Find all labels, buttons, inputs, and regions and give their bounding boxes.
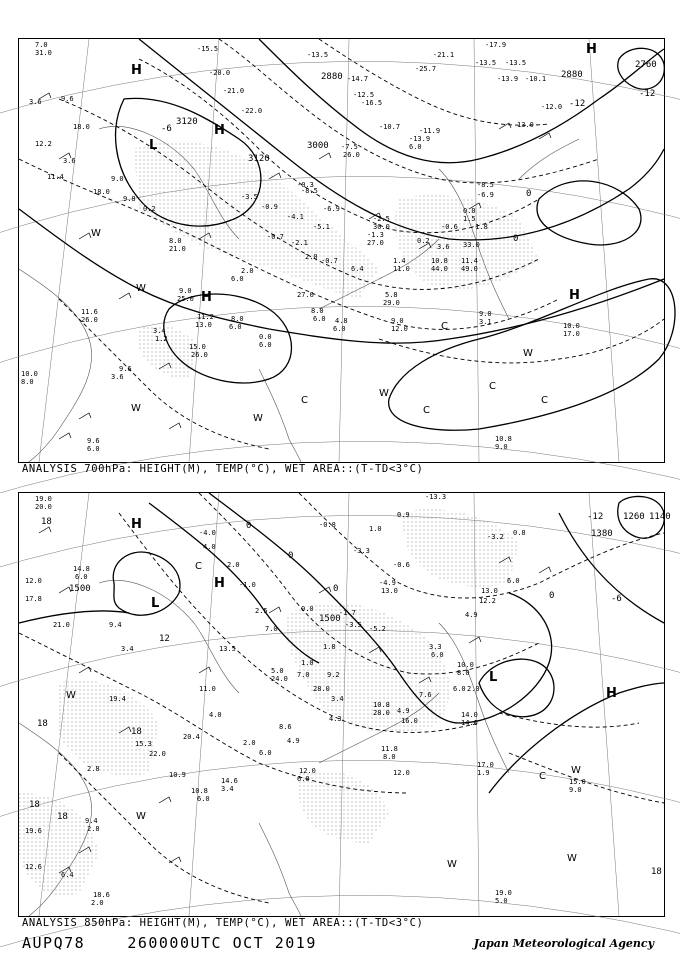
station-value: 6.0 bbox=[313, 315, 326, 323]
station-value: 26.0 bbox=[343, 151, 360, 159]
warm-cold-marker: C bbox=[195, 561, 202, 572]
station-value: 8.6 bbox=[279, 723, 292, 731]
station-value: 10.0 bbox=[457, 661, 474, 669]
chart-700hpa bbox=[18, 38, 665, 463]
contour-label: 0 bbox=[246, 521, 252, 531]
station-value: 10.9 bbox=[169, 771, 186, 779]
chart-850hpa bbox=[18, 492, 671, 917]
station-value: 7.0 bbox=[35, 41, 48, 49]
station-value: -22.0 bbox=[241, 107, 263, 115]
warm-cold-marker: W bbox=[447, 859, 457, 870]
station-value: 4.8 bbox=[335, 317, 348, 325]
station-value: 6.0 bbox=[229, 323, 242, 331]
station-value: 4.9 bbox=[397, 707, 410, 715]
station-value: 17.0 bbox=[563, 330, 580, 338]
station-value: 8.0 bbox=[311, 307, 324, 315]
station-value: 12.0 bbox=[393, 769, 410, 777]
warm-cold-marker: W bbox=[131, 403, 141, 414]
station-value: 10.0 bbox=[563, 322, 580, 330]
station-value: 20.0 bbox=[35, 503, 52, 511]
station-value: 26.0 bbox=[81, 316, 98, 324]
station-value: 11.2 bbox=[197, 313, 214, 321]
station-value: 19.0 bbox=[35, 495, 52, 503]
station-value: 6.0 bbox=[259, 341, 272, 349]
station-value: 49.0 bbox=[461, 265, 478, 273]
station-value: 5.8 bbox=[385, 291, 398, 299]
station-value: 4.9 bbox=[465, 611, 478, 619]
contour-label: 0 bbox=[526, 189, 532, 199]
high-pressure-marker: H bbox=[131, 63, 142, 78]
contour-label: 18 bbox=[651, 867, 662, 877]
station-value: -5.2 bbox=[369, 625, 386, 633]
wet-area bbox=[399, 509, 519, 587]
station-value: -3.5 bbox=[241, 193, 258, 201]
station-value: 13.0 bbox=[481, 587, 498, 595]
station-value: 9.8 bbox=[123, 195, 136, 203]
station-value: 9.0 bbox=[111, 175, 124, 183]
station-value: 3.6 bbox=[437, 243, 450, 251]
map-850hpa-svg bbox=[19, 493, 671, 916]
station-value: 2.0 bbox=[305, 253, 318, 261]
warm-cold-marker: C bbox=[423, 405, 430, 416]
station-value: 6.4 bbox=[351, 265, 364, 273]
low-pressure-marker: L bbox=[489, 670, 498, 685]
station-value: 15.0 bbox=[189, 343, 206, 351]
station-value: 6.0 bbox=[297, 775, 310, 783]
station-value: 12.0 bbox=[25, 577, 42, 585]
station-value: 6.0 bbox=[507, 577, 520, 585]
contour-label: 0 bbox=[513, 234, 519, 244]
station-value: 15.3 bbox=[135, 740, 152, 748]
station-value: 13.0 bbox=[517, 121, 534, 129]
station-value: 9.0 bbox=[479, 310, 492, 318]
station-value: -7.5 bbox=[341, 143, 358, 151]
station-value: 20.4 bbox=[183, 733, 200, 741]
station-value: -1.0 bbox=[239, 581, 256, 589]
station-value: 15.0 bbox=[569, 778, 586, 786]
warm-cold-marker: W bbox=[136, 811, 146, 822]
station-value: -12.5 bbox=[353, 91, 375, 99]
station-value: 1.2 bbox=[155, 335, 168, 343]
station-value: -6.9 bbox=[477, 191, 494, 199]
station-value: 7.6 bbox=[419, 691, 432, 699]
station-value: 27.0 bbox=[367, 239, 384, 247]
station-value: 6.0 bbox=[409, 143, 422, 151]
contour-label: 1380 bbox=[591, 529, 613, 539]
station-value: 6.0 bbox=[197, 795, 210, 803]
station-value: 0.0 bbox=[259, 333, 272, 341]
high-pressure-marker: H bbox=[586, 42, 597, 57]
station-value: 28.0 bbox=[373, 709, 390, 717]
contour-label: 3000 bbox=[307, 141, 329, 151]
station-value: -6.9 bbox=[323, 205, 340, 213]
station-value: -0.6 bbox=[441, 223, 458, 231]
contour-label: 0 bbox=[288, 551, 294, 561]
contour-label: 1260 bbox=[623, 512, 645, 522]
station-value: 18.0 bbox=[93, 188, 110, 196]
stipple-layer bbox=[19, 509, 519, 895]
station-value: 22.0 bbox=[149, 750, 166, 758]
contour-label: 3120 bbox=[248, 154, 270, 164]
station-value: -13.9 bbox=[409, 135, 431, 143]
station-value: -14.7 bbox=[347, 75, 369, 83]
warm-cold-marker: W bbox=[379, 388, 389, 399]
station-value: 11.8 bbox=[381, 745, 398, 753]
station-value: 19.0 bbox=[495, 889, 512, 897]
station-value: -8.5 bbox=[301, 187, 318, 195]
station-value: 8.0 bbox=[231, 315, 244, 323]
station-value: 3.4 bbox=[221, 785, 234, 793]
station-value: -13.9 bbox=[497, 75, 519, 83]
station-value: -0.3 bbox=[297, 181, 314, 189]
station-value: 27.0 bbox=[297, 291, 314, 299]
contour-label: -6 bbox=[161, 124, 172, 134]
contour-label: 2880 bbox=[321, 72, 343, 82]
station-value: 33.0 bbox=[463, 241, 480, 249]
station-value: -4.0 bbox=[199, 529, 216, 537]
station-value: -2.5 bbox=[373, 215, 390, 223]
station-value: 8.0 bbox=[169, 237, 182, 245]
height-contours bbox=[19, 39, 675, 430]
station-value: -1.7 bbox=[339, 609, 356, 617]
station-value: 17.0 bbox=[477, 761, 494, 769]
station-value: 7.0 bbox=[297, 671, 310, 679]
station-value: -13.5 bbox=[475, 59, 497, 67]
station-value: 9.0 bbox=[495, 443, 508, 451]
station-value: 3.1 bbox=[479, 318, 492, 326]
station-value: 11.4 bbox=[461, 257, 478, 265]
station-value: 1.8 bbox=[323, 643, 336, 651]
contour-label: 18 bbox=[57, 812, 68, 822]
station-value: 21.0 bbox=[53, 621, 70, 629]
station-value: 29.0 bbox=[383, 299, 400, 307]
station-value: 3.4 bbox=[153, 327, 166, 335]
product-identifier bbox=[22, 934, 317, 952]
station-value: -25.7 bbox=[415, 65, 437, 73]
station-value: 3.6 bbox=[29, 98, 42, 106]
station-value: 10.8 bbox=[373, 701, 390, 709]
station-value: -1.8 bbox=[471, 223, 488, 231]
station-value: 11.0 bbox=[199, 685, 216, 693]
station-value: 2.8 bbox=[87, 765, 100, 773]
station-value: 13.0 bbox=[381, 587, 398, 595]
station-value: 10.8 bbox=[495, 435, 512, 443]
contour-label: 2760 bbox=[635, 60, 657, 70]
station-value: 11.0 bbox=[393, 265, 410, 273]
station-value: 9.0 bbox=[391, 317, 404, 325]
station-value: 1.0 bbox=[301, 659, 314, 667]
station-value: 1.5 bbox=[463, 215, 476, 223]
station-value: -15.5 bbox=[197, 45, 219, 53]
station-value: -20.0 bbox=[209, 69, 231, 77]
station-value: -1.3 bbox=[367, 231, 384, 239]
station-value: 9.4 bbox=[109, 621, 122, 629]
station-value: 11.4 bbox=[47, 173, 64, 181]
contour-label: 18 bbox=[29, 800, 40, 810]
station-value: 2.0 bbox=[241, 267, 254, 275]
station-value: 3.6 bbox=[111, 373, 124, 381]
station-value: 6.0 bbox=[87, 445, 100, 453]
station-value: -0.6 bbox=[393, 561, 410, 569]
station-value: 18.0 bbox=[73, 123, 90, 131]
station-value: -17.9 bbox=[485, 41, 507, 49]
warm-cold-marker: C bbox=[539, 771, 546, 782]
station-value: 14.0 bbox=[461, 719, 478, 727]
station-value: 9.2 bbox=[327, 671, 340, 679]
station-value: 0.2 bbox=[143, 205, 156, 213]
warm-cold-marker: W bbox=[91, 228, 101, 239]
contour-label: 12 bbox=[159, 634, 170, 644]
station-value: 3.3 bbox=[429, 643, 442, 651]
contour-label: 2880 bbox=[561, 70, 583, 80]
contour-label: 3120 bbox=[176, 117, 198, 127]
contour-label: 0 bbox=[333, 584, 339, 594]
station-value: 31.0 bbox=[35, 49, 52, 57]
station-value: 12.2 bbox=[35, 140, 52, 148]
station-value: 5.0 bbox=[495, 897, 508, 905]
station-value: 4.3 bbox=[329, 715, 342, 723]
station-value: 0.0 bbox=[463, 207, 476, 215]
station-value: -0.7 bbox=[321, 257, 338, 265]
station-value: -10.7 bbox=[379, 123, 401, 131]
station-value: 21.0 bbox=[169, 245, 186, 253]
station-value: 6.0 bbox=[333, 325, 346, 333]
station-value: 11.6 bbox=[81, 308, 98, 316]
wet-area bbox=[286, 603, 449, 734]
station-value: -13.3 bbox=[425, 493, 447, 501]
warm-cold-marker: W bbox=[66, 690, 76, 701]
wet-area bbox=[139, 325, 199, 379]
high-pressure-marker: H bbox=[201, 290, 212, 305]
station-value: 2.0 bbox=[467, 685, 480, 693]
station-value: 18.6 bbox=[93, 891, 110, 899]
station-value: -2.1 bbox=[291, 239, 308, 247]
agency-name: Japan Meteorological Agency bbox=[473, 937, 654, 950]
station-value: 9.0 bbox=[179, 287, 192, 295]
high-pressure-marker: H bbox=[131, 517, 142, 532]
station-value: -10.1 bbox=[525, 75, 547, 83]
warm-cold-marker: C bbox=[541, 395, 548, 406]
station-value: 2.0 bbox=[91, 899, 104, 907]
contour-label: 1140 bbox=[649, 512, 671, 522]
station-value: -0.7 bbox=[267, 233, 284, 241]
station-value: -16.5 bbox=[361, 99, 383, 107]
station-value: 1.0 bbox=[369, 525, 382, 533]
station-value: 8.0 bbox=[383, 753, 396, 761]
contour-label: -12 bbox=[587, 512, 604, 522]
station-value: 9.6 bbox=[119, 365, 132, 373]
station-value: -3.3 bbox=[353, 547, 370, 555]
station-value: 2.8 bbox=[87, 825, 100, 833]
station-value: -4.1 bbox=[287, 213, 304, 221]
station-value: 13.5 bbox=[219, 645, 236, 653]
station-value: 6.0 bbox=[453, 685, 466, 693]
station-value: 19.4 bbox=[109, 695, 126, 703]
station-value: -11.9 bbox=[419, 127, 441, 135]
station-value: 9.4 bbox=[85, 817, 98, 825]
station-value: 8.0 bbox=[457, 669, 470, 677]
warm-cold-marker: C bbox=[301, 395, 308, 406]
warm-cold-marker: W bbox=[571, 765, 581, 776]
low-pressure-marker: L bbox=[149, 138, 158, 153]
station-value: 4.9 bbox=[287, 737, 300, 745]
warm-cold-marker: C bbox=[441, 321, 448, 332]
station-value: 14.0 bbox=[461, 711, 478, 719]
warm-cold-marker: C bbox=[489, 381, 496, 392]
station-value: 10.0 bbox=[21, 370, 38, 378]
station-value: 12.2 bbox=[479, 597, 496, 605]
station-value: 0.0 bbox=[301, 605, 314, 613]
station-value: 12.0 bbox=[299, 767, 316, 775]
station-value: 3.4 bbox=[331, 695, 344, 703]
station-value: 9.6 bbox=[87, 437, 100, 445]
warm-cold-marker: W bbox=[523, 348, 533, 359]
station-value: 6.0 bbox=[431, 651, 444, 659]
station-value: 5.0 bbox=[271, 667, 284, 675]
station-value: 6.4 bbox=[61, 871, 74, 879]
warm-cold-marker: W bbox=[136, 283, 146, 294]
station-value: -13.5 bbox=[307, 51, 329, 59]
station-value: 10.8 bbox=[191, 787, 208, 795]
station-value: 44.0 bbox=[431, 265, 448, 273]
station-value: -4.9 bbox=[379, 579, 396, 587]
contour-label: 18 bbox=[37, 719, 48, 729]
low-pressure-marker: L bbox=[151, 596, 160, 611]
station-value: 0.2 bbox=[417, 237, 430, 245]
station-value: 3.6 bbox=[63, 157, 76, 165]
station-value: 3.4 bbox=[121, 645, 134, 653]
contour-label: 1500 bbox=[69, 584, 91, 594]
station-value: 2.0 bbox=[227, 561, 240, 569]
station-value: 2.0 bbox=[243, 739, 256, 747]
product-id: AUPQ78 bbox=[22, 934, 86, 952]
station-value: 0.8 bbox=[513, 529, 526, 537]
station-value: 14.8 bbox=[73, 565, 90, 573]
caption-850hpa: ANALYSIS 850hPa: HEIGHT(M), TEMP(°C), WET AREA::(T-TD<3°C) bbox=[22, 917, 424, 929]
station-value: 6.0 bbox=[231, 275, 244, 283]
station-value: 30.0 bbox=[373, 223, 390, 231]
station-value: -0.8 bbox=[319, 521, 336, 529]
station-value: 24.0 bbox=[271, 675, 288, 683]
contour-label: 1500 bbox=[319, 614, 341, 624]
contour-label: 18 bbox=[41, 517, 52, 527]
station-value: 7.0 bbox=[265, 625, 278, 633]
caption-700hpa: ANALYSIS 700hPa: HEIGHT(M), TEMP(°C), WET AREA::(T-TD<3°C) bbox=[22, 463, 424, 475]
station-value: -3.5 bbox=[345, 621, 362, 629]
warm-cold-marker: W bbox=[253, 413, 263, 424]
station-value: 6.0 bbox=[75, 573, 88, 581]
station-value: 4.0 bbox=[203, 543, 216, 551]
station-value: 12.0 bbox=[391, 325, 408, 333]
station-value: -5.1 bbox=[313, 223, 330, 231]
station-value: 25.0 bbox=[177, 295, 194, 303]
station-value: 0.9 bbox=[397, 511, 410, 519]
station-value: 26.0 bbox=[191, 351, 208, 359]
wet-area bbox=[134, 141, 379, 299]
station-value: 9.0 bbox=[569, 786, 582, 794]
high-pressure-marker: H bbox=[214, 576, 225, 591]
station-value: 10.8 bbox=[431, 257, 448, 265]
station-value: 2.5 bbox=[255, 607, 268, 615]
station-value: -21.0 bbox=[223, 87, 245, 95]
station-value: -21.1 bbox=[433, 51, 455, 59]
high-pressure-marker: H bbox=[569, 288, 580, 303]
station-value: 13.0 bbox=[195, 321, 212, 329]
station-value: -12.0 bbox=[541, 103, 563, 111]
warm-cold-marker: W bbox=[567, 853, 577, 864]
analysis-timestamp: 260000UTC OCT 2019 bbox=[127, 934, 317, 952]
station-value: 14.6 bbox=[221, 777, 238, 785]
station-value: -13.5 bbox=[505, 59, 527, 67]
station-value: 12.6 bbox=[25, 863, 42, 871]
contour-label: -12 bbox=[569, 99, 586, 109]
station-value: 8.0 bbox=[21, 378, 34, 386]
contour-label: -12 bbox=[639, 89, 656, 99]
station-value: 17.8 bbox=[25, 595, 42, 603]
station-value: -3.2 bbox=[487, 533, 504, 541]
station-value: 9.6 bbox=[61, 95, 74, 103]
station-value: 16.0 bbox=[401, 717, 418, 725]
station-value: 19.6 bbox=[25, 827, 42, 835]
station-value: -0.9 bbox=[261, 203, 278, 211]
station-value: 6.0 bbox=[259, 749, 272, 757]
high-pressure-marker: H bbox=[214, 123, 225, 138]
high-pressure-marker: H bbox=[606, 686, 617, 701]
map-700hpa-svg bbox=[19, 39, 664, 462]
wet-area bbox=[299, 770, 389, 843]
contour-label: -6 bbox=[611, 594, 622, 604]
contour-label: 18 bbox=[131, 727, 142, 737]
station-value: 1.9 bbox=[477, 769, 490, 777]
station-value: 4.0 bbox=[209, 711, 222, 719]
station-value: 28.0 bbox=[313, 685, 330, 693]
station-value: -8.5 bbox=[477, 181, 494, 189]
station-value: 1.4 bbox=[393, 257, 406, 265]
contour-label: 0 bbox=[549, 591, 555, 601]
